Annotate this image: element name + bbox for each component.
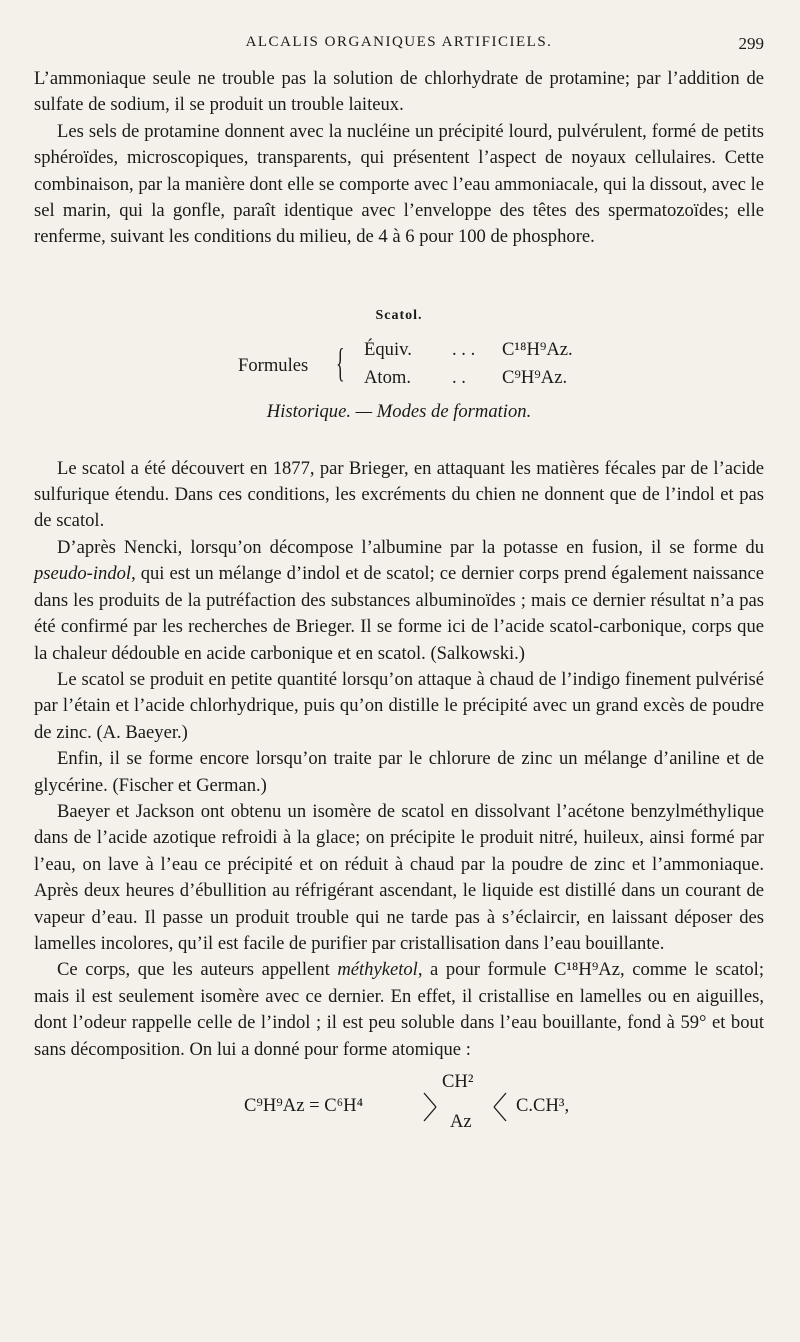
paragraph-methyketol	[34, 957, 764, 1063]
page-number: 299	[738, 34, 764, 53]
formula-right: C.CH³,	[516, 1095, 570, 1116]
atomic-formula	[34, 1067, 764, 1141]
formula-value: C¹⁸H⁹Az.	[502, 339, 573, 361]
formula-row-equiv	[364, 337, 573, 363]
text-run: Ce corps, que les auteurs appellent	[57, 959, 338, 981]
formula-row-atom	[364, 365, 567, 391]
formulas-label: Formules	[238, 355, 309, 377]
formula-value: C⁹H⁹Az.	[502, 367, 568, 389]
formulas-block	[34, 337, 764, 393]
body-text	[34, 66, 764, 1141]
formula-name: Équiv.	[364, 339, 412, 361]
formula-dots: . . .	[452, 339, 476, 361]
formula-bottom: Az	[450, 1111, 472, 1132]
paragraph-indigo: Le scatol se produit en petite quantité lorsqu’on attaque à chaud de l’indigo finement pulvérisé par l’étain et l’acide chlorhydrique, puis qu’on distille le précipité avec un grand excès de poudre de zinc. (A. Baeyer.)	[34, 668, 764, 743]
section-heading: Scatol.	[375, 307, 423, 323]
paragraph-zinc-chloride: Enfin, il se forme encore lorsqu’on traite par le chlorure de zinc un mélange d’aniline et de glycérine. (Fischer et German.)	[34, 748, 764, 796]
paragraph-protamine-salts: Les sels de protamine donnent avec la nucléine un précipité lourd, pulvérulent, formé de petits sphéroïdes, microscopiques, transparents, qui présentent l’aspect de noyaux cellulaires. Cette combinaison, par la manière dont elle se comporte avec l’eau ammoniacale, qui la dissout, avec le sel marin, qui la gonfle, paraît identique avec l’enveloppe des têtes des spermatozoïdes; elle renferme, suivant les conditions du milieu, de 4 à 6 pour 100 de phosphore.	[34, 120, 764, 248]
subsection-heading: Historique. — Modes de formation.	[266, 401, 532, 423]
paragraph-ammoniaque: L’ammoniaque seule ne trouble pas la solution de chlorhydrate de protamine; par l’addition de sulfate de sodium, il se produit un trouble laiteux.	[34, 68, 764, 116]
formula-dots: . .	[452, 367, 466, 389]
paragraph-baeyer-jackson: Baeyer et Jackson ont obtenu un isomère de scatol en dissolvant l’acétone benzylméthylique dans de l’acide azotique refroidi à la glace; on précipite le produit nitré, huileux, ainsi formé par l’eau, on lave à l’eau ce précipité et on réduit à chaud par la poudre de zinc et l’ammoniaque. Après deux heures d’ébullition au réfrigérant ascendant, le liquide est distillé dans un courant de vapeur d’eau. Il passe un produit trouble qui ne tarde pas à s’éclaircir, en laissant déposer des lamelles incolores, qu’il est facile de purifier par cristallisation dans l’eau bouillante.	[34, 800, 764, 954]
running-title: ALCALIS ORGANIQUES ARTIFICIELS.	[245, 34, 553, 50]
brace-icon: {	[336, 340, 345, 386]
italic-term: pseudo-indol	[34, 563, 132, 585]
paragraph-nencki	[34, 535, 764, 667]
formula-top: CH²	[442, 1071, 474, 1092]
text-run: , a pour formule C¹⁸H⁹Az, comme le scatol; mais il est seulement isomère avec ce dernier. En effet, il cristallise en lamelles ou en aiguilles, dont l’odeur rappelle celle de l’indol ; il est peu soluble dans l’eau bouillante, fond à 59° et bout sans décomposition. On lui a donné pour forme atomique :	[34, 959, 765, 1060]
text-run: , qui est un mélange d’indol et de scatol; ce dernier corps prend également naissance dans les produits de la putréfaction des substances albuminoïdes ; mais ce dernier résultat n’a pas été confirmé par les recherches de Brieger. Il se forme ici de l’acide scatol-carbonique, corps que la chaleur dédouble en acide carbonique et en scatol. (Salkowski.)	[34, 563, 764, 664]
text-run: D’après Nencki, lorsqu’on décompose l’albumine par la potasse en fusion, il se forme du	[57, 536, 764, 558]
italic-term: méthyketol	[337, 959, 418, 981]
formula-name: Atom.	[364, 367, 412, 389]
formula-left: C⁹H⁹Az = C⁶H⁴	[244, 1095, 364, 1116]
paragraph-discovery: Le scatol a été découvert en 1877, par Brieger, en attaquant les matières fécales par de l’acide sulfurique étendu. Dans ces conditions, les excréments du chien ne donnent que de l’indol et pas de scatol.	[34, 457, 764, 532]
running-header	[34, 34, 764, 56]
